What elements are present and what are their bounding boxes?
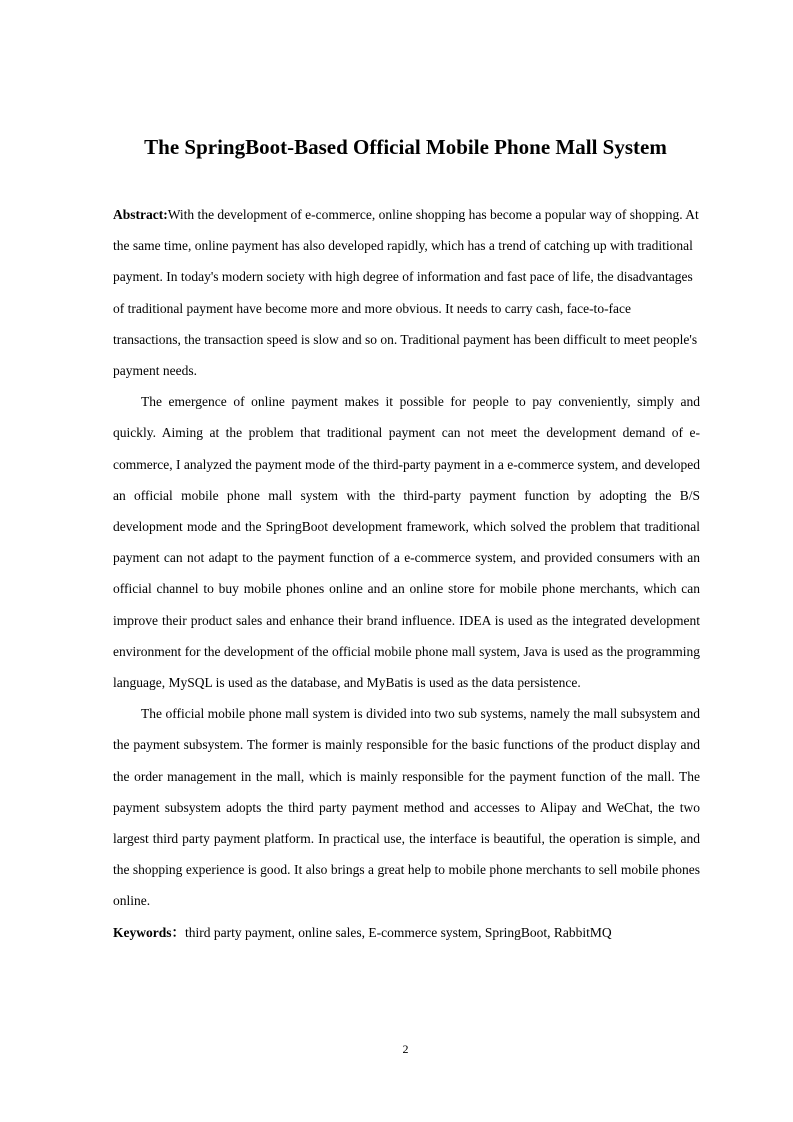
- document-title: The SpringBoot-Based Official Mobile Phone Mall System: [144, 135, 667, 159]
- abstract-section: [113, 199, 700, 948]
- keywords-label: Keywords：: [113, 924, 185, 940]
- abstract-paragraph-1-text: With the development of e-commerce, online shopping has become a popular way of shopping. At the same time, online payment has also developed rapidly, which has a trend of catching up with traditional payment. In today's modern society with high degree of information and fast pace of life, the disadvantages of traditional payment have become more and more obvious. It needs to carry cash, face-to-face transactions, the transaction speed is slow and so on. Traditional payment has been difficult to meet people's payment needs.: [113, 207, 699, 379]
- abstract-label: Abstract:: [113, 207, 168, 222]
- abstract-paragraph-1: [113, 199, 700, 386]
- abstract-paragraph-2: The emergence of online payment makes it possible for people to pay conveniently, simply and quickly. Aiming at the problem that traditional payment can not meet the development demand of e-commerce, I analyzed the payment mode of the third-party payment in a e-commerce system, and developed an official mobile phone mall system with the third-party payment function by adopting the B/S development mode and the SpringBoot development framework, which solved the problem that traditional payment can not adapt to the payment function of a e-commerce system, and provided consumers with an official channel to buy mobile phones online and an online store for mobile phone merchants, which can improve their product sales and enhance their brand influence. IDEA is used as the integrated development environment for the development of the official mobile phone mall system, Java is used as the programming language, MySQL is used as the database, and MyBatis is used as the data persistence.: [113, 394, 700, 691]
- keywords-line: [113, 917, 700, 948]
- abstract-paragraph-3: The official mobile phone mall system is divided into two sub systems, namely the mall subsystem and the payment subsystem. The former is mainly responsible for the basic functions of the product display and the order management in the mall, which is mainly responsible for the payment function of the mall. The payment subsystem adopts the third party payment method and accesses to Alipay and WeChat, the two largest third party payment platform. In practical use, the interface is beautiful, the operation is simple, and the shopping experience is good. It also brings a great help to mobile phone merchants to sell mobile phones online.: [113, 706, 700, 909]
- page-number: 2: [402, 1042, 409, 1056]
- keywords-text: third party payment, online sales, E-commerce system, SpringBoot, RabbitMQ: [185, 924, 612, 940]
